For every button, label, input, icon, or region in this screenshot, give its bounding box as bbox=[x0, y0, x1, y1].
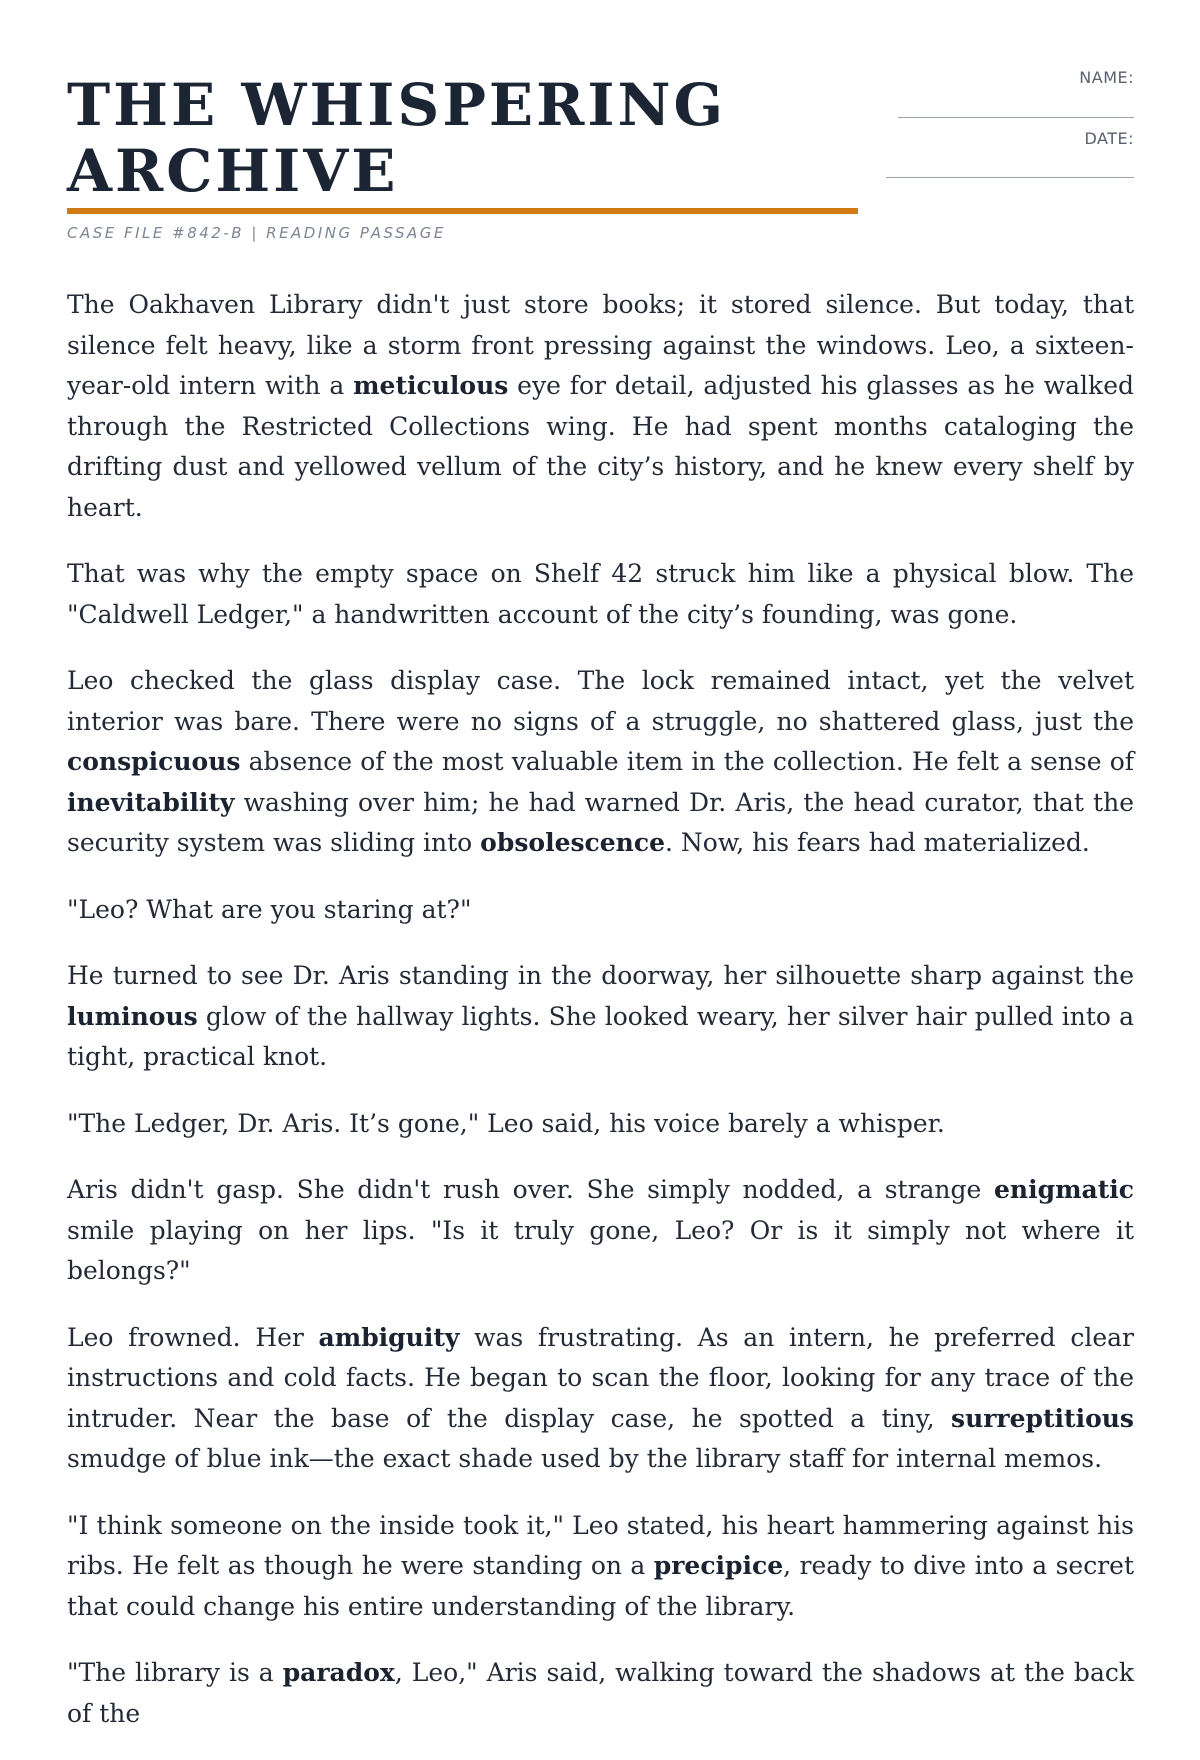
p3-text-e: washing over him; he had warned Dr. Aris, the head curator, that the security system was sliding into bbox=[67, 787, 1134, 857]
p1-text-a: The Oakhaven Library didn't just store books; it stored silence. But today, that silence felt heavy, like a storm front pressing against the windows. Leo, a sixteen-year-old intern with a bbox=[67, 290, 1134, 400]
p3-text-a: Leo checked the glass display case. The lock remained intact, yet the velvet interior was bare. There were no signs of a struggle, no shattered glass, just the bbox=[67, 666, 1134, 736]
title-underline bbox=[67, 208, 858, 214]
worksheet-header bbox=[67, 68, 1134, 252]
p3-text-g: . Now, his fears had materialized. bbox=[665, 828, 1090, 857]
p4-text-a: "Leo? What are you staring at?" bbox=[67, 894, 472, 924]
vocab-word-meticulous: meticulous bbox=[353, 371, 509, 400]
paragraph-5 bbox=[67, 956, 1134, 1078]
date-field bbox=[1084, 129, 1134, 148]
paragraph-1 bbox=[67, 285, 1134, 528]
p3-text-c: absence of the most valuable item in the collection. He felt a sense of bbox=[240, 747, 1134, 776]
vocab-word-conspicuous: conspicuous bbox=[67, 747, 241, 776]
p7-text-c: smile playing on her lips. "Is it truly gone, Leo? Or is it simply not where it belongs?" bbox=[67, 1215, 1134, 1285]
p8-text-e: smudge of blue ink—the exact shade used by the library staff for internal memos. bbox=[67, 1444, 1103, 1473]
p5-text-a: He turned to see Dr. Aris standing in the doorway, her silhouette sharp against the bbox=[67, 961, 1134, 990]
name-field bbox=[1079, 68, 1134, 87]
student-info-fields bbox=[874, 68, 1134, 182]
p8-text-c: was frustrating. As an intern, he preferred clear instructions and cold facts. He began to scan the floor, looking for any trace of the intruder. Near the base of the display case, he spotted a tiny, bbox=[67, 1322, 1134, 1433]
paragraph-7 bbox=[67, 1170, 1134, 1292]
title-line-1: THE WHISPERING bbox=[67, 71, 727, 139]
paragraph-4 bbox=[67, 890, 1134, 931]
date-write-line[interactable] bbox=[886, 177, 1134, 178]
paragraph-2 bbox=[67, 554, 1134, 635]
p1-text-c: eye for detail, adjusted his glasses as he walked through the Restricted Collections wing. He had spent months cataloging the drifting dust and yellowed vellum of the city’s history, and he knew every shelf by heart. bbox=[67, 371, 1135, 522]
p8-text-a: Leo frowned. Her bbox=[67, 1322, 319, 1352]
p9-text-a: "I think someone on the inside took it," Leo stated, his heart hammering against his ribs. He felt as though he were standing on a bbox=[67, 1510, 1134, 1580]
vocab-word-luminous: luminous bbox=[67, 1001, 198, 1031]
date-label: DATE: bbox=[1084, 129, 1134, 148]
paragraph-9 bbox=[67, 1506, 1134, 1628]
p5-text-c: glow of the hallway lights. She looked weary, her silver hair pulled into a tight, practical knot. bbox=[67, 1001, 1134, 1071]
vocab-word-obsolescence: obsolescence bbox=[480, 828, 665, 857]
name-label: NAME: bbox=[1079, 68, 1134, 87]
paragraph-8 bbox=[67, 1318, 1134, 1480]
vocab-word-enigmatic: enigmatic bbox=[994, 1175, 1134, 1204]
vocab-word-paradox: paradox bbox=[282, 1658, 395, 1687]
paragraph-6 bbox=[67, 1104, 1134, 1145]
page-title bbox=[67, 72, 857, 204]
p7-text-a: Aris didn't gasp. She didn't rush over. She simply nodded, a strange bbox=[67, 1175, 995, 1204]
vocab-word-surreptitious: surreptitious bbox=[951, 1403, 1134, 1433]
p9-text-c: , ready to dive into a secret that could change his entire understanding of the library. bbox=[67, 1551, 1135, 1621]
paragraph-3 bbox=[67, 661, 1134, 864]
p2-text-a: That was why the empty space on Shelf 42 struck him like a physical blow. The "Caldwell Ledger," a handwritten account of the city’s founding, was gone. bbox=[67, 559, 1134, 629]
paragraph-10 bbox=[67, 1653, 1134, 1734]
title-line-2: ARCHIVE bbox=[67, 137, 399, 205]
vocab-word-inevitability: inevitability bbox=[67, 787, 235, 817]
p10-text-c: , Leo," Aris said, walking toward the shadows at the back of the bbox=[67, 1658, 1134, 1728]
name-write-line[interactable] bbox=[898, 117, 1134, 118]
reading-passage bbox=[67, 285, 1134, 1760]
p10-text-a: "The library is a bbox=[67, 1658, 283, 1687]
vocab-word-precipice: precipice bbox=[653, 1551, 784, 1580]
case-file-subtitle: CASE FILE #842-B | READING PASSAGE bbox=[67, 224, 446, 242]
vocab-word-ambiguity: ambiguity bbox=[318, 1322, 460, 1352]
p6-text-a: "The Ledger, Dr. Aris. It’s gone," Leo said, his voice barely a whisper. bbox=[67, 1108, 945, 1138]
